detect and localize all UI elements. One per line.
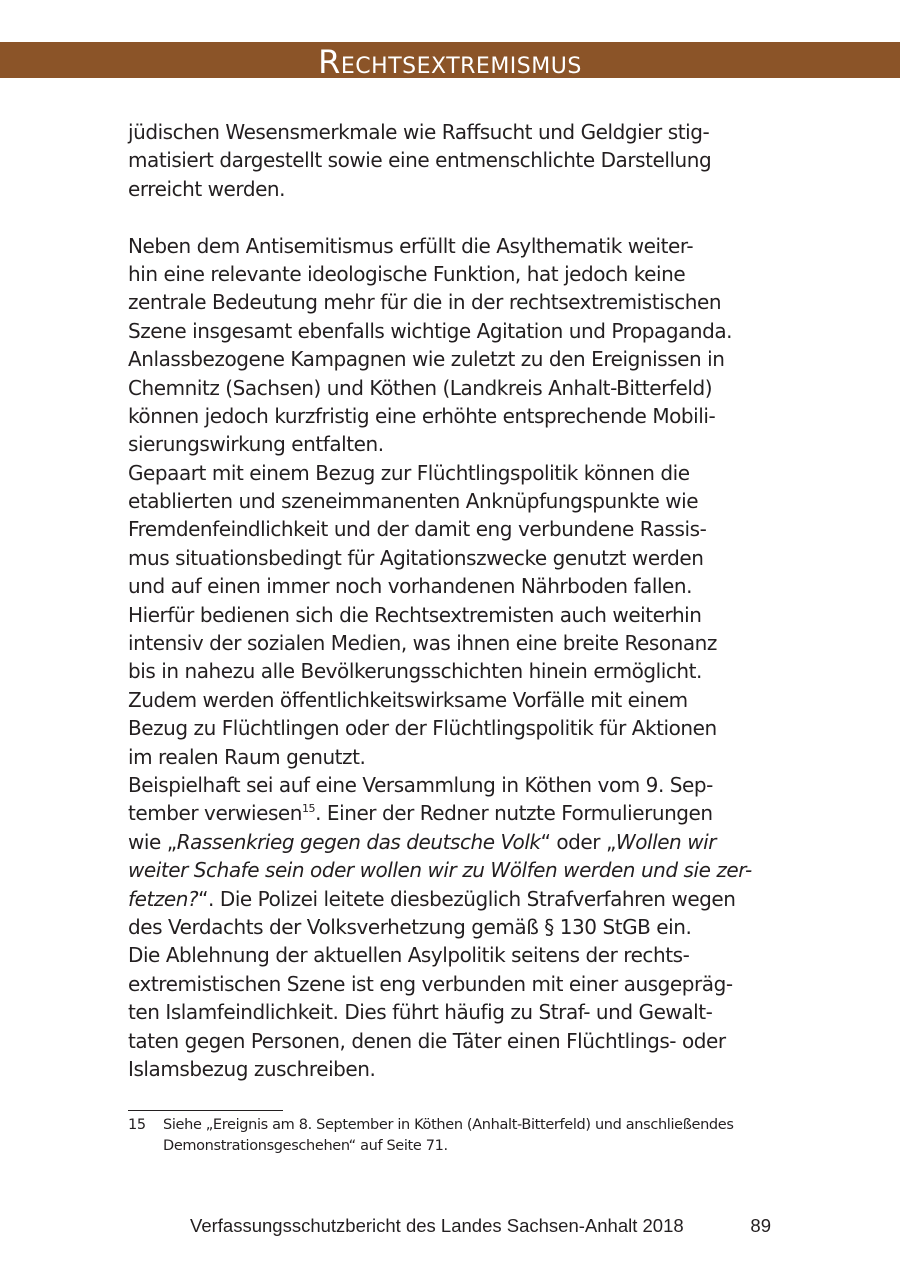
paragraph-4 [128, 771, 788, 941]
text-segment: tember verwiesen [128, 801, 302, 826]
paragraph-2 [128, 232, 788, 459]
footnote-text-line: Siehe „Ereignis am 8. September in Köthen (Anhalt-Bitterfeld) und anschließendes [163, 1117, 734, 1133]
text-line: jüdischen Wesensmerkmale wie Raffsucht und Geldgier stig- [128, 120, 710, 144]
page-number: 89 [750, 1215, 771, 1236]
body-text [128, 118, 788, 1083]
text-segment: wie „ [128, 829, 177, 854]
text-line: und auf einen immer noch vorhandenen Nährboden fallen. [128, 574, 693, 599]
text-line: mus situationsbedingt für Agitationszwecke genutzt werden [128, 545, 704, 570]
text-line: taten gegen Personen, denen die Täter einen Flüchtlings- oder [128, 1028, 726, 1053]
quote-italic-line: weiter Schafe sein oder wollen wir zu Wölfen werden und sie zer- [128, 858, 752, 883]
text-line [128, 799, 788, 827]
text-line: erreicht werden. [128, 176, 286, 201]
quote-italic: fetzen? [128, 886, 199, 911]
quote-italic: Rassenkrieg gegen das deutsche Volk [176, 829, 541, 854]
paragraph-3 [128, 459, 788, 771]
text-line: Zudem werden öffentlichkeitswirksame Vorfälle mit einem [128, 687, 688, 712]
text-line: ten Islamfeindlichkeit. Dies führt häufig zu Straf- und Gewalt- [128, 1000, 713, 1025]
text-line: hin eine relevante ideologische Funktion, hat jedoch keine [128, 261, 686, 286]
chapter-header-bar [0, 42, 900, 81]
footnote-reference: 15 [302, 801, 316, 815]
footnote-text-line: Demonstrationsgeschehen“ auf Seite 71. [163, 1138, 448, 1154]
text-line: des Verdachts der Volksverhetzung gemäß § 130 StGB ein. [128, 914, 692, 939]
paragraph-gap [128, 203, 788, 231]
text-line: sierungswirkung entfalten. [128, 432, 384, 457]
footnote-number: 15 [128, 1117, 146, 1133]
text-line: Bezug zu Flüchtlingen oder der Flüchtlingspolitik für Aktionen [128, 716, 717, 741]
text-line: Hierfür bedienen sich die Rechtsextremisten auch weiterhin [128, 602, 702, 627]
footer-publication-title: Verfassungsschutzbericht des Landes Sachsen-Anhalt 2018 [190, 1215, 684, 1236]
text-line: Beispielhaft sei auf eine Versammlung in Köthen vom 9. Sep- [128, 772, 713, 797]
footnote-15 [128, 1115, 828, 1157]
text-line: Chemnitz (Sachsen) und Köthen (Landkreis Anhalt-Bitterfeld) [128, 375, 713, 400]
text-segment: “ oder „ [540, 829, 616, 854]
text-line: etablierten und szeneimmanenten Anknüpfungspunkte wie [128, 489, 699, 514]
text-line: extremistischen Szene ist eng verbunden mit einer ausgepräg- [128, 971, 733, 996]
text-line: Gepaart mit einem Bezug zur Flüchtlingspolitik können die [128, 460, 690, 485]
text-line: Islamsbezug zuschreiben. [128, 1056, 376, 1081]
text-line: Anlassbezogene Kampagnen wie zuletzt zu den Ereignissen in [128, 347, 725, 372]
chapter-title: Rechtsextremismus [318, 43, 582, 81]
text-line: bis in nahezu alle Bevölkerungsschichten hinein ermöglicht. [128, 659, 702, 684]
footnote-divider [128, 1110, 283, 1111]
text-line [128, 885, 788, 913]
text-line: können jedoch kurzfristig eine erhöhte entsprechende Mobili- [128, 403, 716, 428]
paragraph-5 [128, 941, 788, 1083]
text-line: im realen Raum genutzt. [128, 744, 366, 769]
text-line: Fremdenfeindlichkeit und der damit eng verbundene Rassis- [128, 517, 707, 542]
text-line: Szene insgesamt ebenfalls wichtige Agitation und Propaganda. [128, 318, 733, 343]
text-line: intensiv der sozialen Medien, was ihnen eine breite Resonanz [128, 631, 717, 656]
text-line: zentrale Bedeutung mehr für die in der rechtsextremistischen [128, 290, 722, 315]
paragraph-1 [128, 118, 788, 203]
text-segment: “. Die Polizei leitete diesbezüglich Strafverfahren wegen [198, 886, 736, 911]
text-line [128, 828, 788, 856]
page-footer [190, 1214, 775, 1238]
text-segment: . Einer der Redner nutzte Formulierungen [315, 801, 713, 826]
quote-italic: Wollen wir [615, 829, 716, 854]
text-line: matisiert dargestellt sowie eine entmenschlichte Darstellung [128, 148, 712, 173]
text-line: Die Ablehnung der aktuellen Asylpolitik seitens der rechts- [128, 943, 690, 968]
text-line: Neben dem Antisemitismus erfüllt die Asylthematik weiter- [128, 233, 694, 258]
